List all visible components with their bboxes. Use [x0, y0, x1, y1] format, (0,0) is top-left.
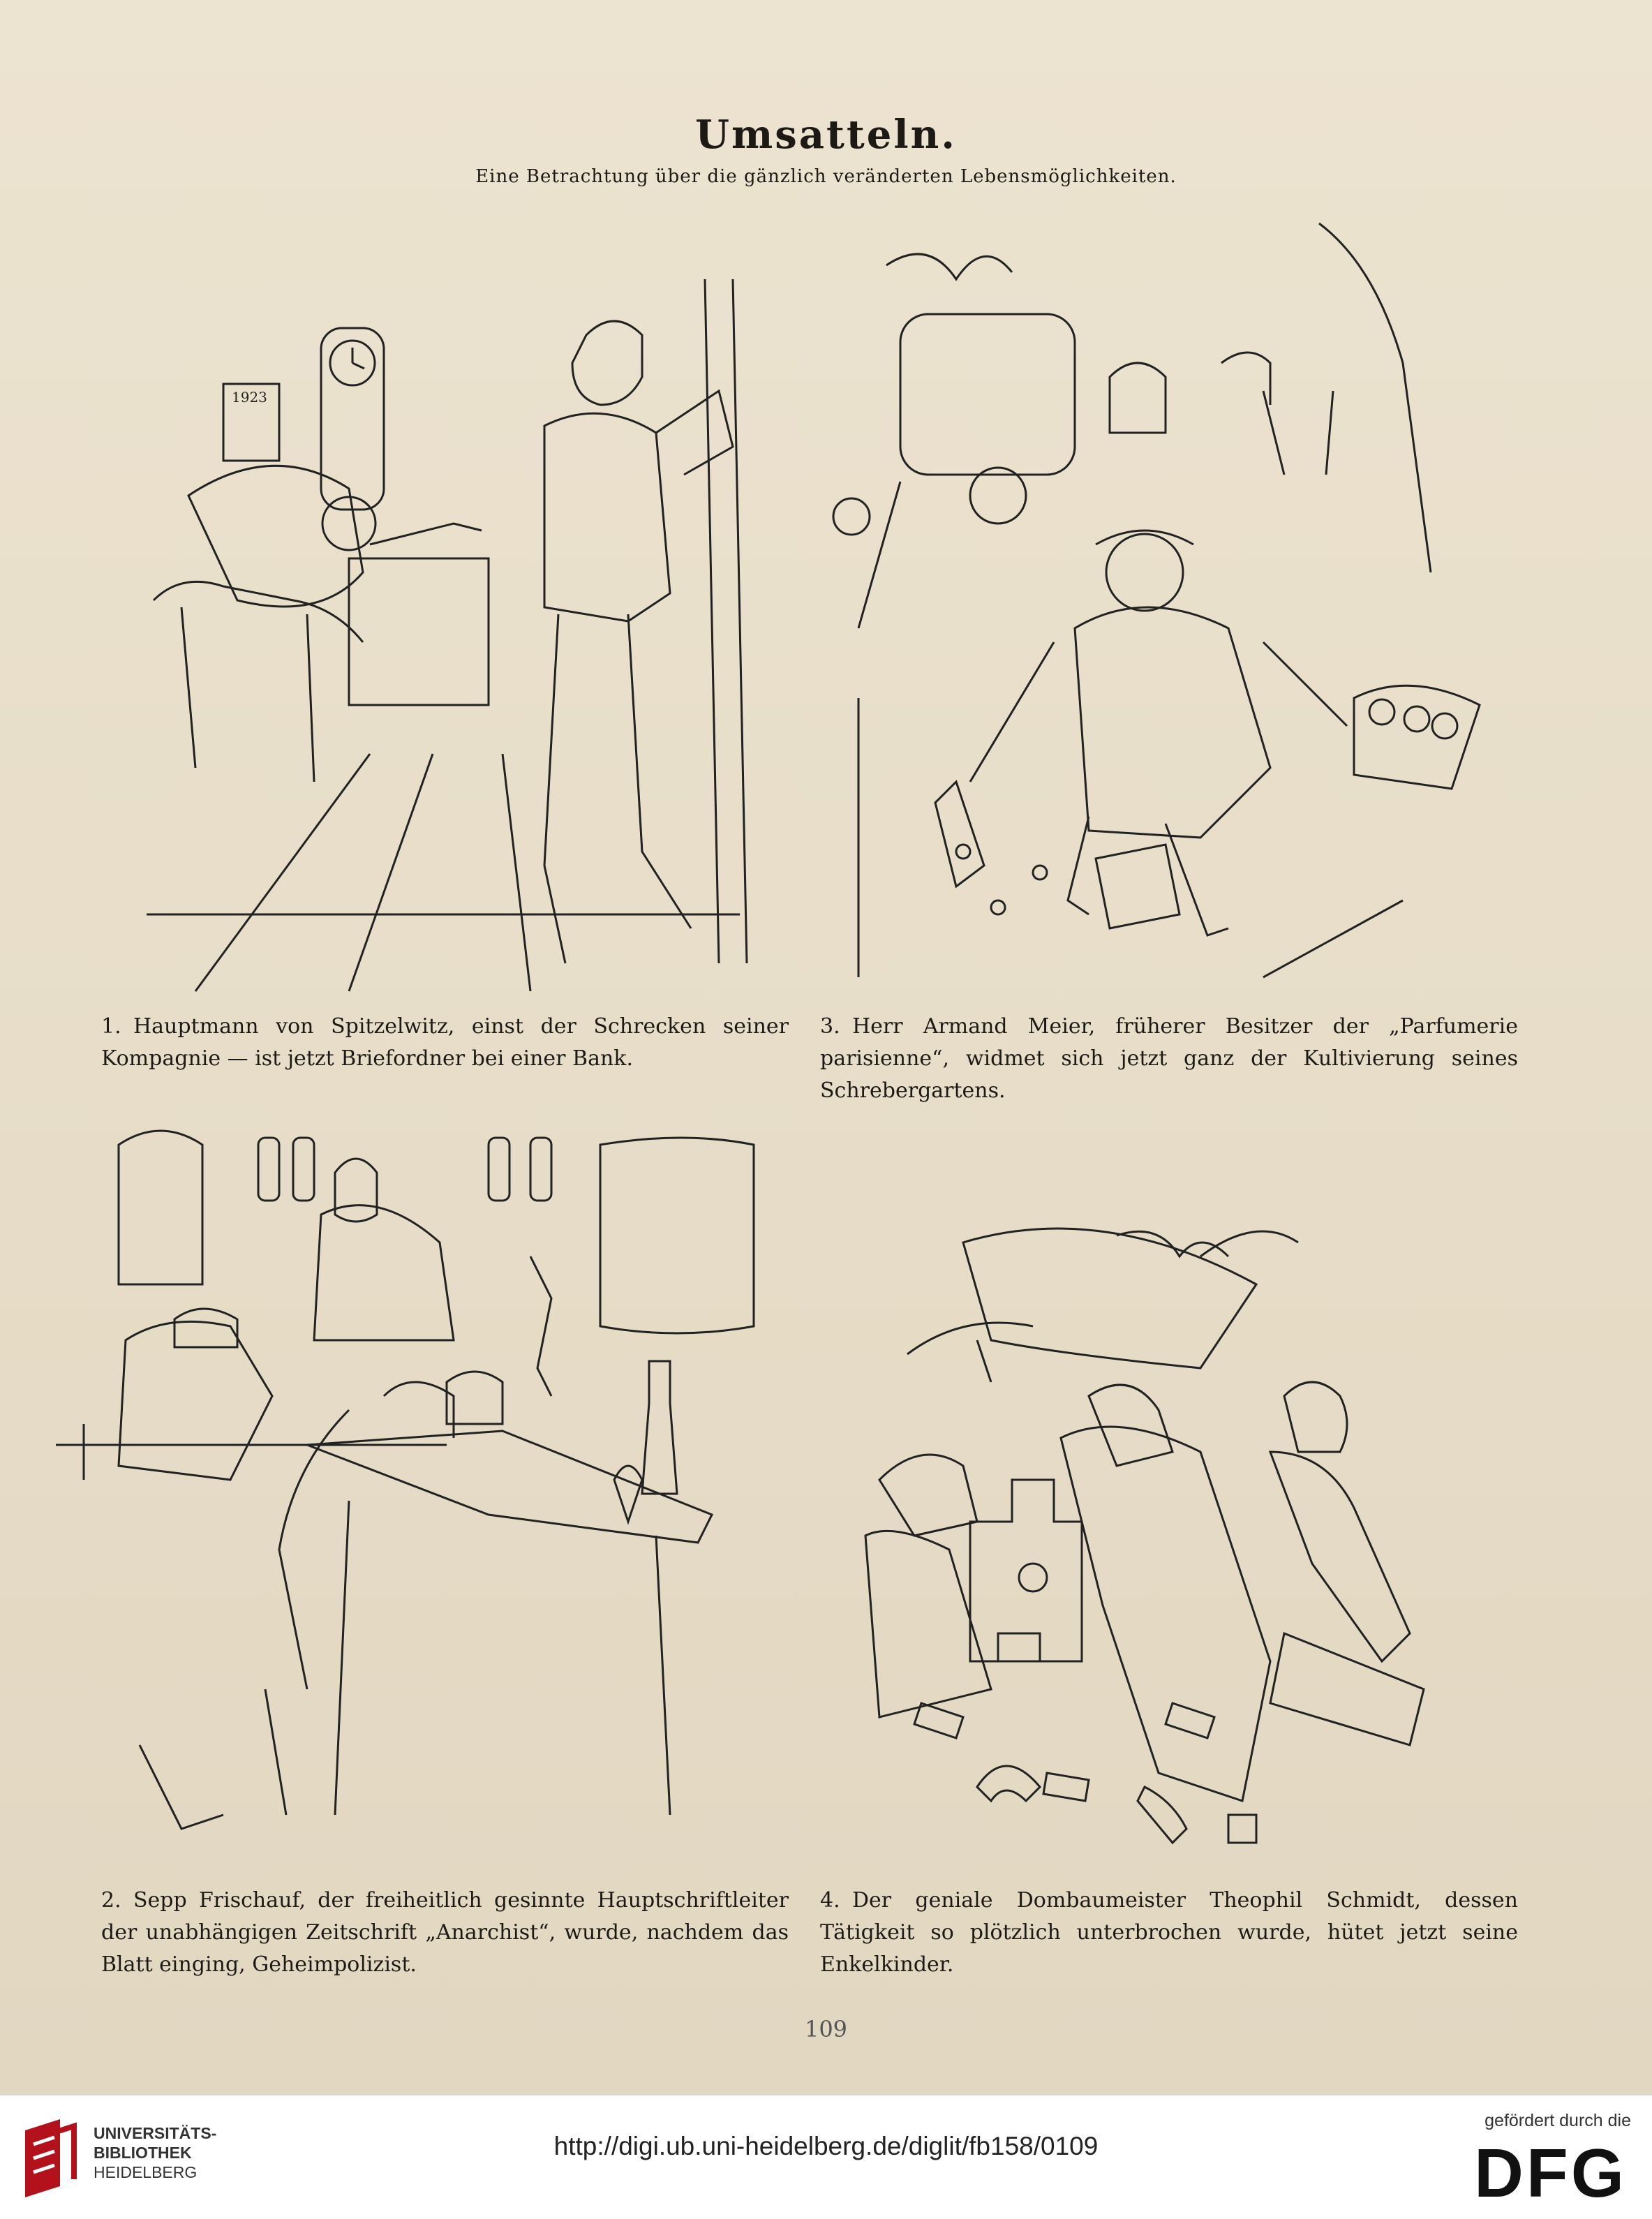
caption-4 — [820, 1885, 1518, 1981]
illustration-3-gardener — [831, 209, 1494, 998]
page-title: Umsatteln. — [695, 112, 957, 158]
digitization-footer — [0, 2094, 1652, 2219]
page-subtitle: Eine Betrachtung über die gänzlich veränderten Lebensmöglichkeiten. — [475, 166, 1177, 187]
illustration-4-grandfather — [838, 1215, 1501, 1871]
library-name-line-3: HEIDELBERG — [94, 2163, 198, 2181]
caption-2-number: 2. — [101, 1888, 121, 1913]
library-name-line-1: UNIVERSITÄTS- — [94, 2124, 217, 2142]
caption-1-text: Hauptmann von Spitzelwitz, einst der Schrecken seiner Kompagnie — ist jetzt Briefordner bei einer Bank. — [101, 1014, 789, 1071]
illustration-2-tavern — [56, 1117, 789, 1871]
caption-3-number: 3. — [820, 1014, 840, 1039]
caption-1-number: 1. — [101, 1014, 121, 1039]
illustration-1-clerk — [140, 265, 754, 998]
svg-text:1923: 1923 — [232, 389, 267, 406]
page-number: 109 — [804, 2016, 848, 2042]
library-name-line-2: BIBLIOTHEK — [94, 2144, 192, 2162]
caption-4-text: Der geniale Dombaumeister Theophil Schmidt, dessen Tätigkeit so plötzlich unterbrochen wurde, hütet jetzt seine Enkelkinder. — [820, 1888, 1518, 1977]
caption-3 — [820, 1011, 1518, 1107]
caption-2 — [101, 1885, 789, 1981]
caption-4-number: 4. — [820, 1888, 840, 1913]
caption-1 — [101, 1011, 789, 1075]
funding-label: gefördert durch die — [1484, 2111, 1631, 2130]
source-url-link[interactable]: http://digi.ub.uni-heidelberg.de/diglit/fb158/0109 — [553, 2132, 1099, 2160]
caption-3-text: Herr Armand Meier, früherer Besitzer der „Parfumerie parisienne“, widmet sich jetzt ganz der Kultivierung seines Schrebergartens. — [820, 1014, 1518, 1103]
dfg-logo: DFG — [1474, 2135, 1627, 2211]
caption-2-text: Sepp Frischauf, der freiheitlich gesinnte Hauptschriftleiter der unabhängigen Zeitschrift „Anarchist“, wurde, nachdem das Blatt einging, Geheimpolizist. — [101, 1888, 789, 1977]
